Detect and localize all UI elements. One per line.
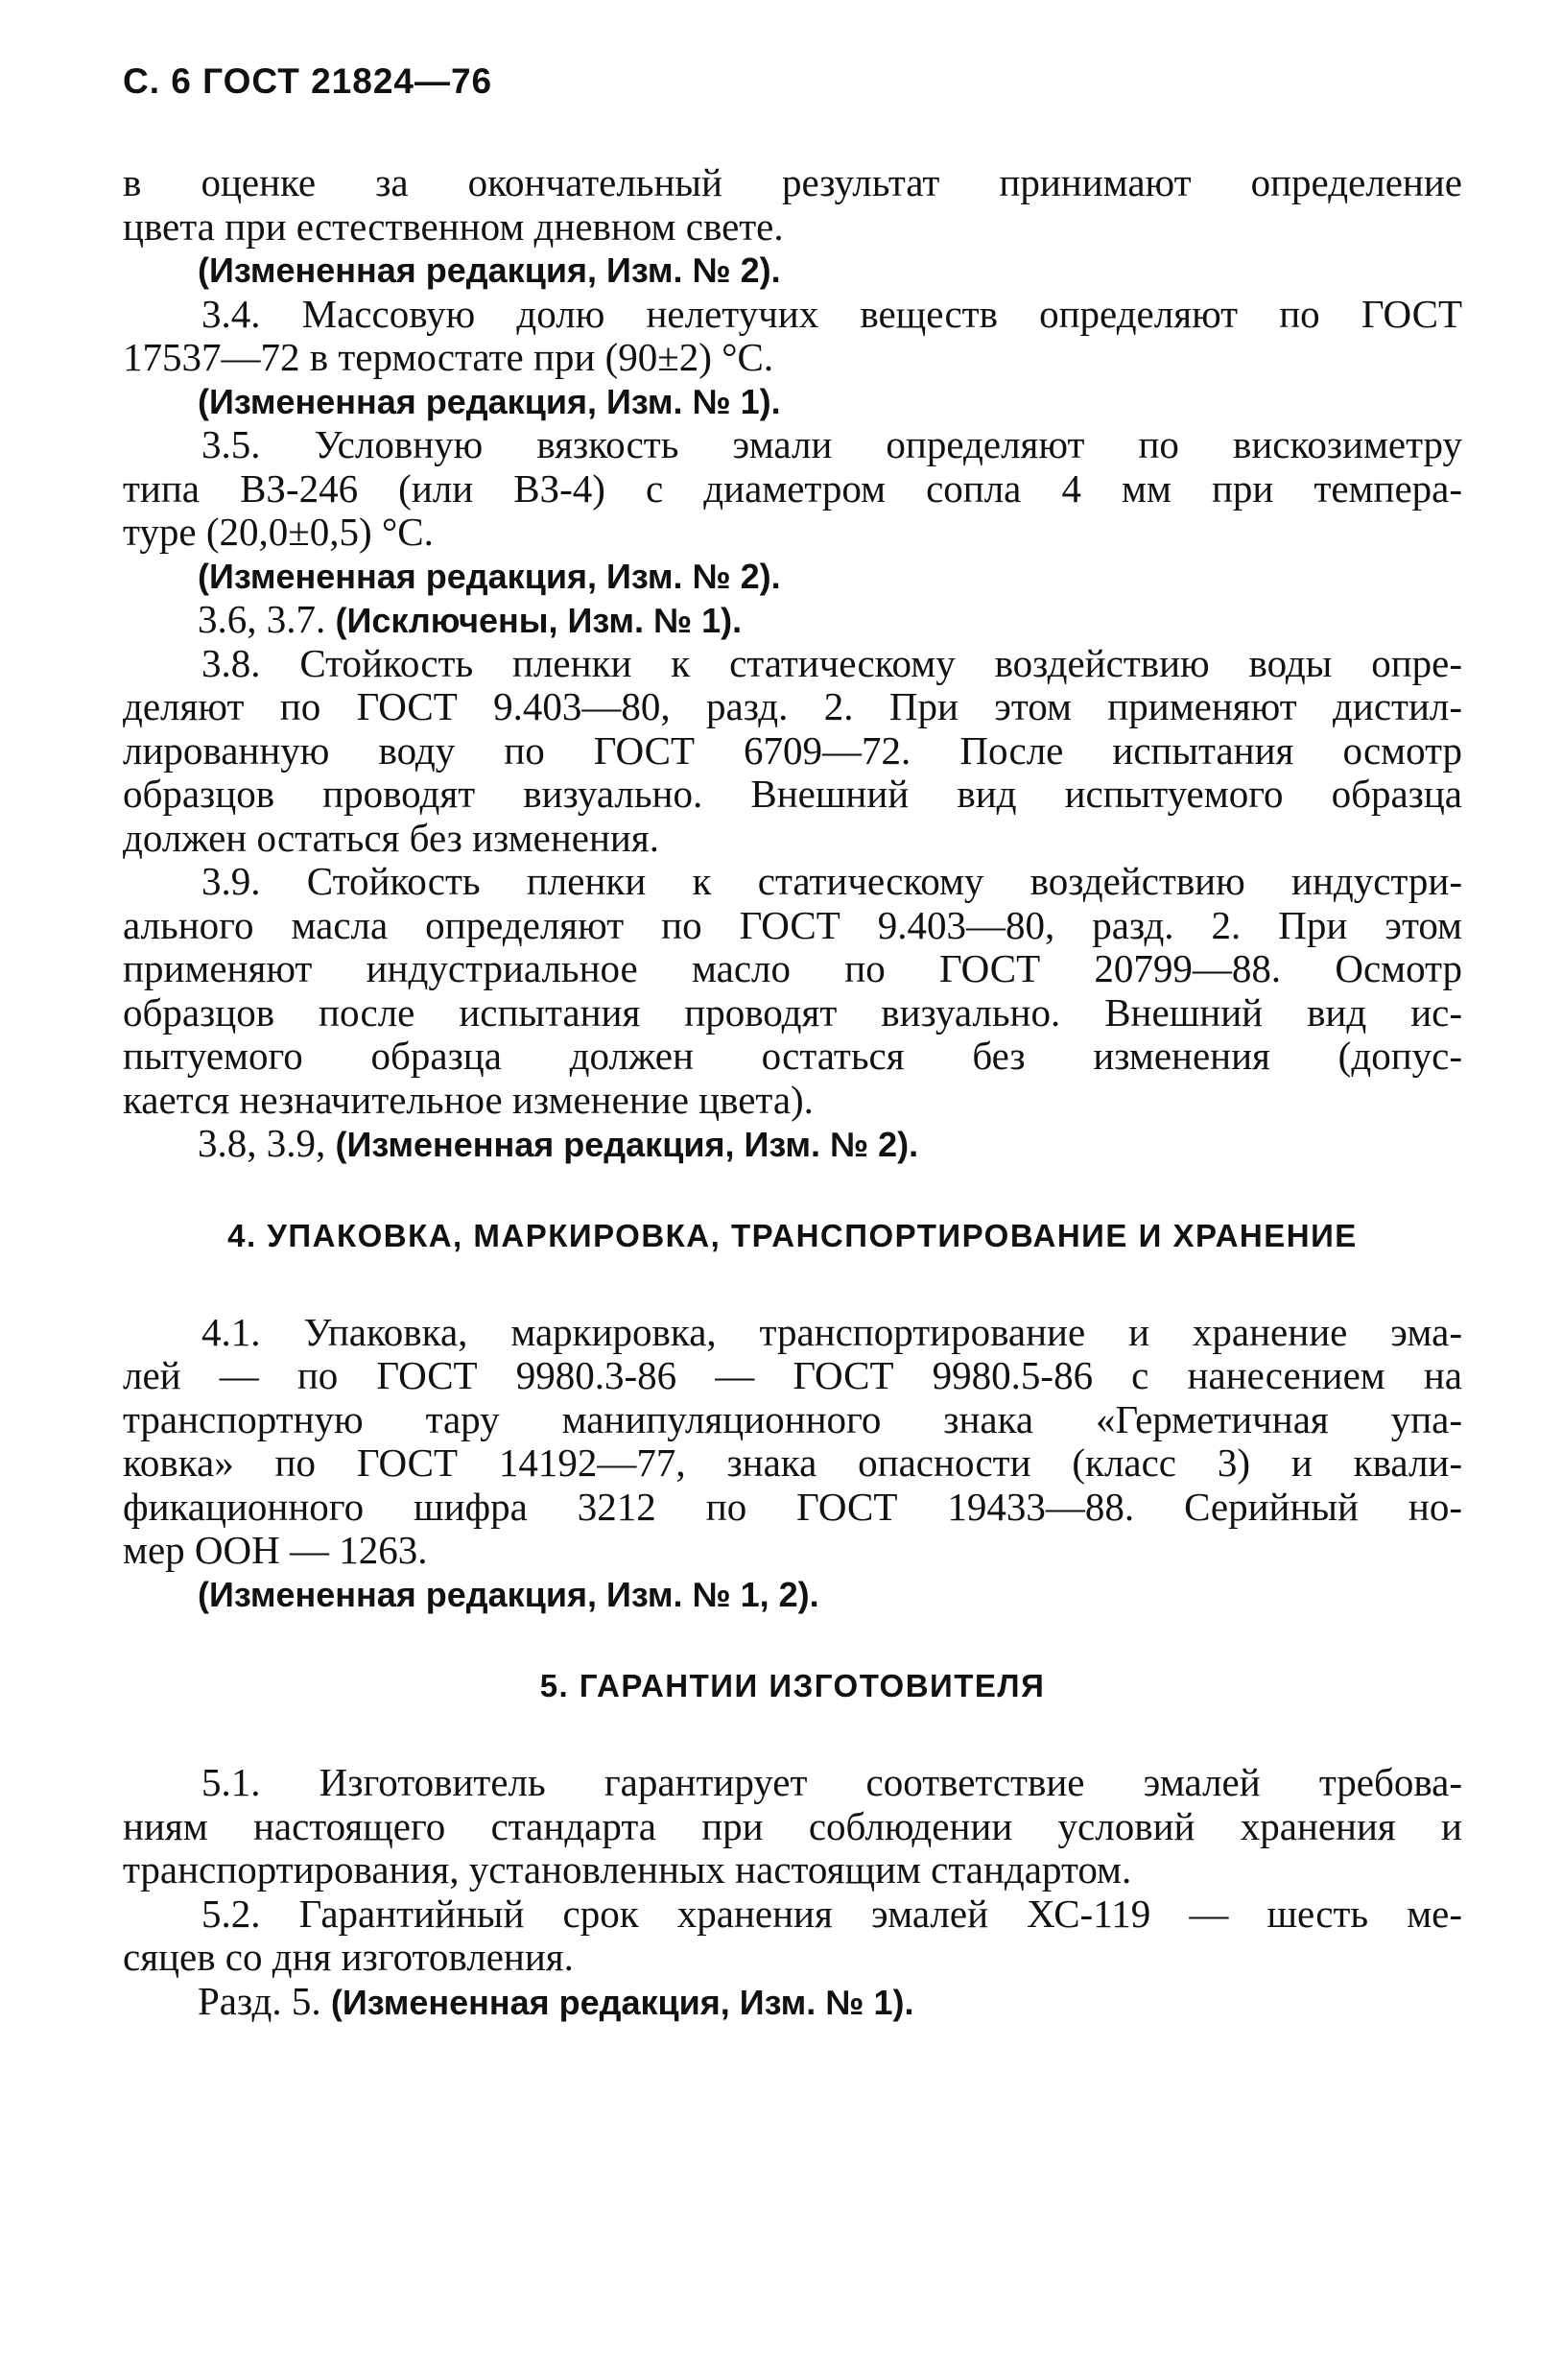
text-line: должен остаться без изменения. (123, 816, 659, 860)
paragraph-3-8 (123, 642, 1462, 861)
text-line: ального масла определяют по ГОСТ 9.403—80, разд. 2. При этом (123, 903, 1462, 947)
paragraph-3-5 (123, 423, 1462, 555)
amendment-note-3-6-3-7 (123, 598, 1462, 642)
section-heading-4: 4. УПАКОВКА, МАРКИРОВКА, ТРАНСПОРТИРОВАНИЕ И ХРАНЕНИЕ (227, 1217, 1358, 1253)
paragraph-5-2 (123, 1892, 1462, 1980)
text-line: 4.1. Упаковка, маркировка, транспортирование и хранение эма- (201, 1310, 1462, 1354)
note-prefix: Разд. 5. (198, 1979, 331, 2023)
text-line: 3.5. Условную вязкость эмали определяют по вискозиметру (201, 423, 1462, 466)
amendment-note-section-5 (123, 1980, 1462, 2024)
amendment-note: (Измененная редакция, Изм. № 1, 2). (198, 1574, 819, 1614)
note-text: (Измененная редакция, Изм. № 1). (330, 1982, 914, 2022)
paragraph-3-9 (123, 860, 1462, 1122)
note-prefix: 3.6, 3.7. (198, 598, 336, 641)
text-line: пытуемого образца должен остаться без изменения (допус- (123, 1035, 1462, 1078)
text-line: 17537—72 в термостате при (90±2) °С. (123, 336, 774, 379)
text-line: 3.9. Стойкость пленки к статическому воздействию индустри- (201, 860, 1462, 903)
text-line: фикационного шифра 3212 по ГОСТ 19433—88. Серийный но- (123, 1485, 1462, 1529)
amendment-note: (Измененная редакция, Изм. № 2). (198, 250, 781, 290)
spacer (123, 1166, 1462, 1214)
amendment-note-3-8-3-9 (123, 1122, 1462, 1166)
text-line: сяцев со дня изготовления. (123, 1936, 574, 1979)
text-line: лированную воду по ГОСТ 6709—72. После испытания осмотр (123, 728, 1462, 773)
text-line: ковка» по ГОСТ 14192—77, знака опасности (класс 3) и квали- (123, 1441, 1462, 1485)
text-line: транспортирования, установленных настоящим стандартом. (123, 1848, 1132, 1892)
page-header: С. 6 ГОСТ 21824—76 (123, 61, 493, 101)
note-text: (Измененная редакция, Изм. № 2). (335, 1125, 919, 1164)
text-line: 3.4. Массовую долю нелетучих веществ определяют по ГОСТ (201, 292, 1462, 336)
text-line: образцов после испытания проводят визуально. Внешний вид ис- (123, 990, 1462, 1035)
note-prefix: 3.8, 3.9, (198, 1122, 336, 1165)
spacer (123, 1707, 1462, 1761)
text-line: транспортную тару манипуляционного знака «Герметичная упа- (123, 1397, 1462, 1441)
note-text: (Исключены, Изм. № 1). (335, 601, 743, 640)
amendment-note: (Измененная редакция, Изм. № 1). (198, 381, 781, 421)
text-line: туре (20,0±0,5) °С. (123, 511, 434, 554)
amendment-note: (Измененная редакция, Изм. № 2). (198, 556, 781, 596)
spacer (123, 1616, 1462, 1664)
text-line: 5.2. Гарантийный срок хранения эмалей ХС-119 — шесть ме- (201, 1892, 1462, 1936)
paragraph-3-4 (123, 293, 1462, 380)
text-line: образцов проводят визуально. Внешний вид испытуемого образца (123, 773, 1462, 816)
text-line: 3.8. Стойкость пленки к статическому воздействию воды опре- (201, 641, 1462, 685)
text-line: в оценке за окончательный результат принимают определение (123, 161, 1462, 204)
paragraph-4-1 (123, 1311, 1462, 1573)
text-line: применяют индустриальное масло по ГОСТ 20799—88. Осмотр (123, 947, 1462, 990)
text-line: кается незначительное изменение цвета). (123, 1078, 814, 1122)
text-line: лей — по ГОСТ 9980.3-86 — ГОСТ 9980.5-86 с нанесением на (123, 1354, 1462, 1397)
text-line: цвета при естественном дневном свете. (123, 204, 784, 249)
document-body (123, 161, 1462, 2023)
spacer (123, 1257, 1462, 1311)
paragraph-continuation (123, 161, 1462, 249)
text-line: типа ВЗ-246 (или ВЗ-4) с диаметром сопла 4 мм при темпера- (123, 466, 1462, 511)
paragraph-5-1 (123, 1761, 1462, 1892)
text-line: мер ООН — 1263. (123, 1529, 428, 1572)
text-line: деляют по ГОСТ 9.403—80, разд. 2. При этом применяют дистил- (123, 685, 1462, 728)
text-line: ниям настоящего стандарта при соблюдении условий хранения и (123, 1804, 1462, 1848)
section-heading-5: 5. ГАРАНТИИ ИЗГОТОВИТЕЛЯ (539, 1668, 1046, 1703)
text-line: 5.1. Изготовитель гарантирует соответствие эмалей требова- (201, 1761, 1462, 1804)
